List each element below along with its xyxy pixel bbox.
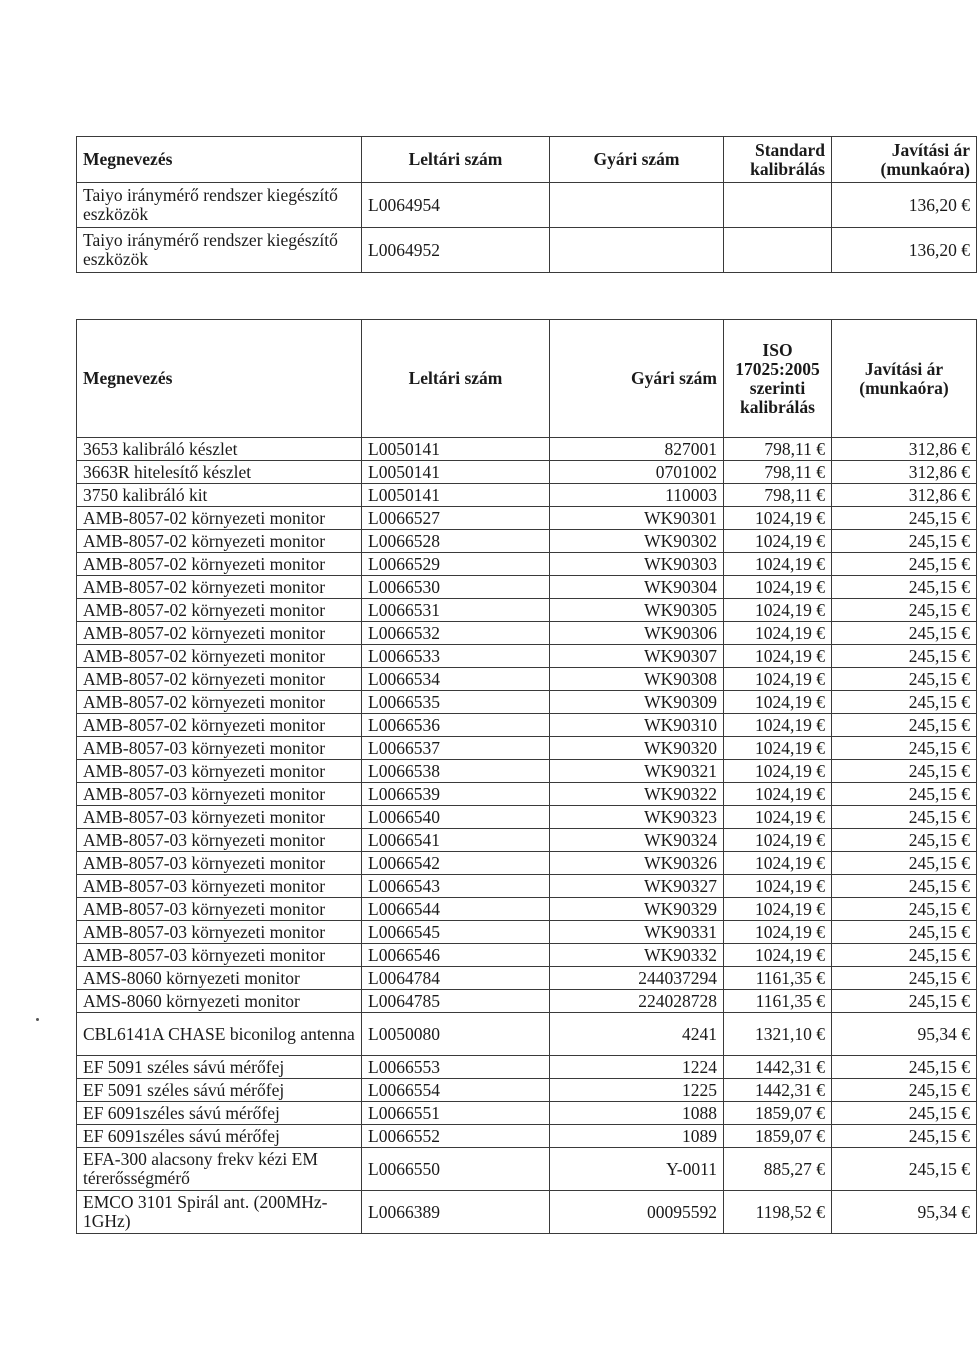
serial-number: 1089 — [550, 1125, 724, 1148]
repair-price: 312,86 € — [832, 484, 977, 507]
repair-price: 245,15 € — [832, 852, 977, 875]
item-name: AMB-8057-02 környezeti monitor — [77, 714, 362, 737]
table-row — [77, 1148, 977, 1191]
repair-price: 245,15 € — [832, 783, 977, 806]
inventory-number: L0050141 — [362, 484, 550, 507]
serial-number: WK90304 — [550, 576, 724, 599]
table-row — [77, 461, 977, 484]
item-name: AMB-8057-02 környezeti monitor — [77, 599, 362, 622]
table-body — [77, 183, 977, 273]
calibration-price: 1024,19 € — [724, 829, 832, 852]
price-table-iso — [76, 319, 977, 1234]
calibration-price: 1024,19 € — [724, 691, 832, 714]
repair-price: 95,34 € — [832, 1013, 977, 1056]
item-name: AMB-8057-03 környezeti monitor — [77, 921, 362, 944]
calibration-price — [724, 183, 832, 228]
repair-price: 245,15 € — [832, 921, 977, 944]
table-row — [77, 1056, 977, 1079]
calibration-price — [724, 228, 832, 273]
table-row — [77, 990, 977, 1013]
item-name: AMB-8057-03 környezeti monitor — [77, 760, 362, 783]
table-row — [77, 1102, 977, 1125]
calibration-price: 1024,19 € — [724, 875, 832, 898]
repair-price: 245,15 € — [832, 1102, 977, 1125]
inventory-number: L0066554 — [362, 1079, 550, 1102]
calibration-price: 1024,19 € — [724, 760, 832, 783]
inventory-number: L0050141 — [362, 438, 550, 461]
repair-price: 245,15 € — [832, 898, 977, 921]
serial-number: WK90321 — [550, 760, 724, 783]
item-name: 3663R hitelesítő készlet — [77, 461, 362, 484]
table-row — [77, 484, 977, 507]
calibration-price: 1024,19 € — [724, 806, 832, 829]
repair-price: 245,15 € — [832, 714, 977, 737]
header-inventory: Leltári szám — [362, 137, 550, 183]
serial-number: WK90329 — [550, 898, 724, 921]
calibration-price: 1024,19 € — [724, 507, 832, 530]
serial-number: WK90303 — [550, 553, 724, 576]
item-name: Taiyo iránymérő rendszer kiegészítő eszközök — [77, 228, 362, 273]
table-row — [77, 1191, 977, 1234]
repair-price: 245,15 € — [832, 576, 977, 599]
item-name: AMB-8057-03 környezeti monitor — [77, 944, 362, 967]
table-row — [77, 438, 977, 461]
table-row — [77, 829, 977, 852]
serial-number: WK90331 — [550, 921, 724, 944]
header-name: Megnevezés — [77, 320, 362, 438]
calibration-price: 1024,19 € — [724, 898, 832, 921]
inventory-number: L0066539 — [362, 783, 550, 806]
table-row — [77, 875, 977, 898]
calibration-price: 1198,52 € — [724, 1191, 832, 1234]
header-serial: Gyári szám — [550, 137, 724, 183]
repair-price: 245,15 € — [832, 1079, 977, 1102]
repair-price: 312,86 € — [832, 461, 977, 484]
inventory-number: L0066531 — [362, 599, 550, 622]
inventory-number: L0066545 — [362, 921, 550, 944]
table-row — [77, 507, 977, 530]
inventory-number: L0066543 — [362, 875, 550, 898]
serial-number: WK90320 — [550, 737, 724, 760]
inventory-number: L0066389 — [362, 1191, 550, 1234]
repair-price: 245,15 € — [832, 737, 977, 760]
inventory-number: L0066551 — [362, 1102, 550, 1125]
serial-number: 00095592 — [550, 1191, 724, 1234]
table-row — [77, 783, 977, 806]
header-serial: Gyári szám — [550, 320, 724, 438]
calibration-price: 1161,35 € — [724, 967, 832, 990]
header-calibration: Standard kalibrálás — [724, 137, 832, 183]
inventory-number: L0066536 — [362, 714, 550, 737]
item-name: AMB-8057-02 környezeti monitor — [77, 691, 362, 714]
calibration-price: 1442,31 € — [724, 1056, 832, 1079]
inventory-number: L0066538 — [362, 760, 550, 783]
table-row — [77, 760, 977, 783]
table-row — [77, 691, 977, 714]
table-row — [77, 622, 977, 645]
table-row — [77, 967, 977, 990]
repair-price: 245,15 € — [832, 806, 977, 829]
serial-number: WK90323 — [550, 806, 724, 829]
item-name: Taiyo iránymérő rendszer kiegészítő eszközök — [77, 183, 362, 228]
serial-number: WK90305 — [550, 599, 724, 622]
calibration-price: 1024,19 € — [724, 576, 832, 599]
item-name: EF 5091 széles sávú mérőfej — [77, 1056, 362, 1079]
scan-artifact-dot — [36, 1018, 39, 1021]
repair-price: 245,15 € — [832, 622, 977, 645]
repair-price: 245,15 € — [832, 553, 977, 576]
repair-price: 245,15 € — [832, 645, 977, 668]
repair-price: 245,15 € — [832, 1125, 977, 1148]
table-row — [77, 553, 977, 576]
serial-number: 1225 — [550, 1079, 724, 1102]
inventory-number: L0066530 — [362, 576, 550, 599]
table-row — [77, 668, 977, 691]
serial-number: WK90302 — [550, 530, 724, 553]
repair-price: 245,15 € — [832, 760, 977, 783]
item-name: AMB-8057-02 környezeti monitor — [77, 645, 362, 668]
serial-number: 224028728 — [550, 990, 724, 1013]
repair-price: 245,15 € — [832, 530, 977, 553]
calibration-price: 798,11 € — [724, 438, 832, 461]
serial-number: 244037294 — [550, 967, 724, 990]
calibration-price: 1024,19 € — [724, 599, 832, 622]
item-name: AMB-8057-03 környezeti monitor — [77, 852, 362, 875]
item-name: AMB-8057-02 környezeti monitor — [77, 622, 362, 645]
serial-number: Y-0011 — [550, 1148, 724, 1191]
table-header-row — [77, 320, 977, 438]
item-name: AMB-8057-03 környezeti monitor — [77, 737, 362, 760]
serial-number: WK90327 — [550, 875, 724, 898]
item-name: AMB-8057-02 környezeti monitor — [77, 507, 362, 530]
table-row — [77, 852, 977, 875]
repair-price: 245,15 € — [832, 668, 977, 691]
inventory-number: L0066528 — [362, 530, 550, 553]
inventory-number: L0064954 — [362, 183, 550, 228]
table-row — [77, 599, 977, 622]
calibration-price: 1024,19 € — [724, 714, 832, 737]
calibration-price: 1161,35 € — [724, 990, 832, 1013]
inventory-number: L0066553 — [362, 1056, 550, 1079]
item-name: EFA-300 alacsony frekv kézi EM térerősségmérő — [77, 1148, 362, 1191]
table-row — [77, 806, 977, 829]
serial-number: 110003 — [550, 484, 724, 507]
serial-number: 827001 — [550, 438, 724, 461]
repair-price: 136,20 € — [832, 228, 977, 273]
inventory-number: L0066529 — [362, 553, 550, 576]
inventory-number: L0066552 — [362, 1125, 550, 1148]
calibration-price: 798,11 € — [724, 461, 832, 484]
inventory-number: L0066541 — [362, 829, 550, 852]
calibration-price: 1859,07 € — [724, 1102, 832, 1125]
item-name: AMS-8060 környezeti monitor — [77, 990, 362, 1013]
calibration-price: 1024,19 € — [724, 553, 832, 576]
calibration-price: 1024,19 € — [724, 530, 832, 553]
header-name: Megnevezés — [77, 137, 362, 183]
inventory-number: L0066540 — [362, 806, 550, 829]
table-header-row — [77, 137, 977, 183]
repair-price: 245,15 € — [832, 829, 977, 852]
table-row — [77, 183, 977, 228]
serial-number: 4241 — [550, 1013, 724, 1056]
item-name: 3750 kalibráló kit — [77, 484, 362, 507]
serial-number: WK90322 — [550, 783, 724, 806]
inventory-number: L0066535 — [362, 691, 550, 714]
repair-price: 245,15 € — [832, 967, 977, 990]
calibration-price: 1321,10 € — [724, 1013, 832, 1056]
table-row — [77, 737, 977, 760]
table-row — [77, 645, 977, 668]
item-name: AMB-8057-02 környezeti monitor — [77, 668, 362, 691]
calibration-price: 1024,19 € — [724, 783, 832, 806]
calibration-price: 798,11 € — [724, 484, 832, 507]
calibration-price: 885,27 € — [724, 1148, 832, 1191]
table-row — [77, 1125, 977, 1148]
serial-number — [550, 183, 724, 228]
serial-number: WK90324 — [550, 829, 724, 852]
item-name: CBL6141A CHASE biconilog antenna — [77, 1013, 362, 1056]
table-row — [77, 1079, 977, 1102]
table-row — [77, 576, 977, 599]
calibration-price: 1442,31 € — [724, 1079, 832, 1102]
table-row — [77, 714, 977, 737]
item-name: AMB-8057-03 környezeti monitor — [77, 806, 362, 829]
repair-price: 95,34 € — [832, 1191, 977, 1234]
calibration-price: 1024,19 € — [724, 622, 832, 645]
item-name: AMB-8057-03 környezeti monitor — [77, 898, 362, 921]
repair-price: 245,15 € — [832, 507, 977, 530]
table-row — [77, 944, 977, 967]
item-name: EF 6091széles sávú mérőfej — [77, 1102, 362, 1125]
inventory-number: L0066550 — [362, 1148, 550, 1191]
table-row — [77, 228, 977, 273]
table-row — [77, 898, 977, 921]
item-name: EMCO 3101 Spirál ant. (200MHz-1GHz) — [77, 1191, 362, 1234]
repair-price: 245,15 € — [832, 944, 977, 967]
calibration-price: 1024,19 € — [724, 668, 832, 691]
serial-number: WK90332 — [550, 944, 724, 967]
table-row — [77, 921, 977, 944]
serial-number: 1088 — [550, 1102, 724, 1125]
repair-price: 245,15 € — [832, 1056, 977, 1079]
serial-number — [550, 228, 724, 273]
inventory-number: L0066546 — [362, 944, 550, 967]
inventory-number: L0066534 — [362, 668, 550, 691]
table-row — [77, 1013, 977, 1056]
inventory-number: L0066533 — [362, 645, 550, 668]
serial-number: WK90326 — [550, 852, 724, 875]
item-name: AMB-8057-03 környezeti monitor — [77, 829, 362, 852]
item-name: EF 6091széles sávú mérőfej — [77, 1125, 362, 1148]
calibration-price: 1024,19 € — [724, 852, 832, 875]
repair-price: 136,20 € — [832, 183, 977, 228]
table-body — [77, 438, 977, 1234]
serial-number: WK90306 — [550, 622, 724, 645]
item-name: AMB-8057-02 környezeti monitor — [77, 576, 362, 599]
calibration-price: 1024,19 € — [724, 737, 832, 760]
table-row — [77, 530, 977, 553]
inventory-number: L0064784 — [362, 967, 550, 990]
inventory-number: L0064952 — [362, 228, 550, 273]
header-repair-price: Javítási ár (munkaóra) — [832, 320, 977, 438]
serial-number: WK90301 — [550, 507, 724, 530]
header-repair-price: Javítási ár (munkaóra) — [832, 137, 977, 183]
calibration-price: 1024,19 € — [724, 944, 832, 967]
item-name: 3653 kalibráló készlet — [77, 438, 362, 461]
item-name: AMB-8057-02 környezeti monitor — [77, 530, 362, 553]
serial-number: WK90310 — [550, 714, 724, 737]
item-name: AMS-8060 környezeti monitor — [77, 967, 362, 990]
item-name: EF 5091 széles sávú mérőfej — [77, 1079, 362, 1102]
serial-number: WK90307 — [550, 645, 724, 668]
serial-number: 1224 — [550, 1056, 724, 1079]
calibration-price: 1024,19 € — [724, 921, 832, 944]
repair-price: 245,15 € — [832, 599, 977, 622]
item-name: AMB-8057-02 környezeti monitor — [77, 553, 362, 576]
inventory-number: L0064785 — [362, 990, 550, 1013]
inventory-number: L0066544 — [362, 898, 550, 921]
serial-number: WK90308 — [550, 668, 724, 691]
calibration-price: 1859,07 € — [724, 1125, 832, 1148]
header-calibration: ISO 17025:2005 szerinti kalibrálás — [724, 320, 832, 438]
repair-price: 245,15 € — [832, 875, 977, 898]
serial-number: WK90309 — [550, 691, 724, 714]
header-inventory: Leltári szám — [362, 320, 550, 438]
repair-price: 245,15 € — [832, 990, 977, 1013]
repair-price: 245,15 € — [832, 691, 977, 714]
item-name: AMB-8057-03 környezeti monitor — [77, 875, 362, 898]
serial-number: 0701002 — [550, 461, 724, 484]
inventory-number: L0050080 — [362, 1013, 550, 1056]
repair-price: 312,86 € — [832, 438, 977, 461]
inventory-number: L0066537 — [362, 737, 550, 760]
repair-price: 245,15 € — [832, 1148, 977, 1191]
inventory-number: L0066527 — [362, 507, 550, 530]
inventory-number: L0066532 — [362, 622, 550, 645]
inventory-number: L0050141 — [362, 461, 550, 484]
price-table-standard — [76, 136, 977, 273]
item-name: AMB-8057-03 környezeti monitor — [77, 783, 362, 806]
calibration-price: 1024,19 € — [724, 645, 832, 668]
inventory-number: L0066542 — [362, 852, 550, 875]
